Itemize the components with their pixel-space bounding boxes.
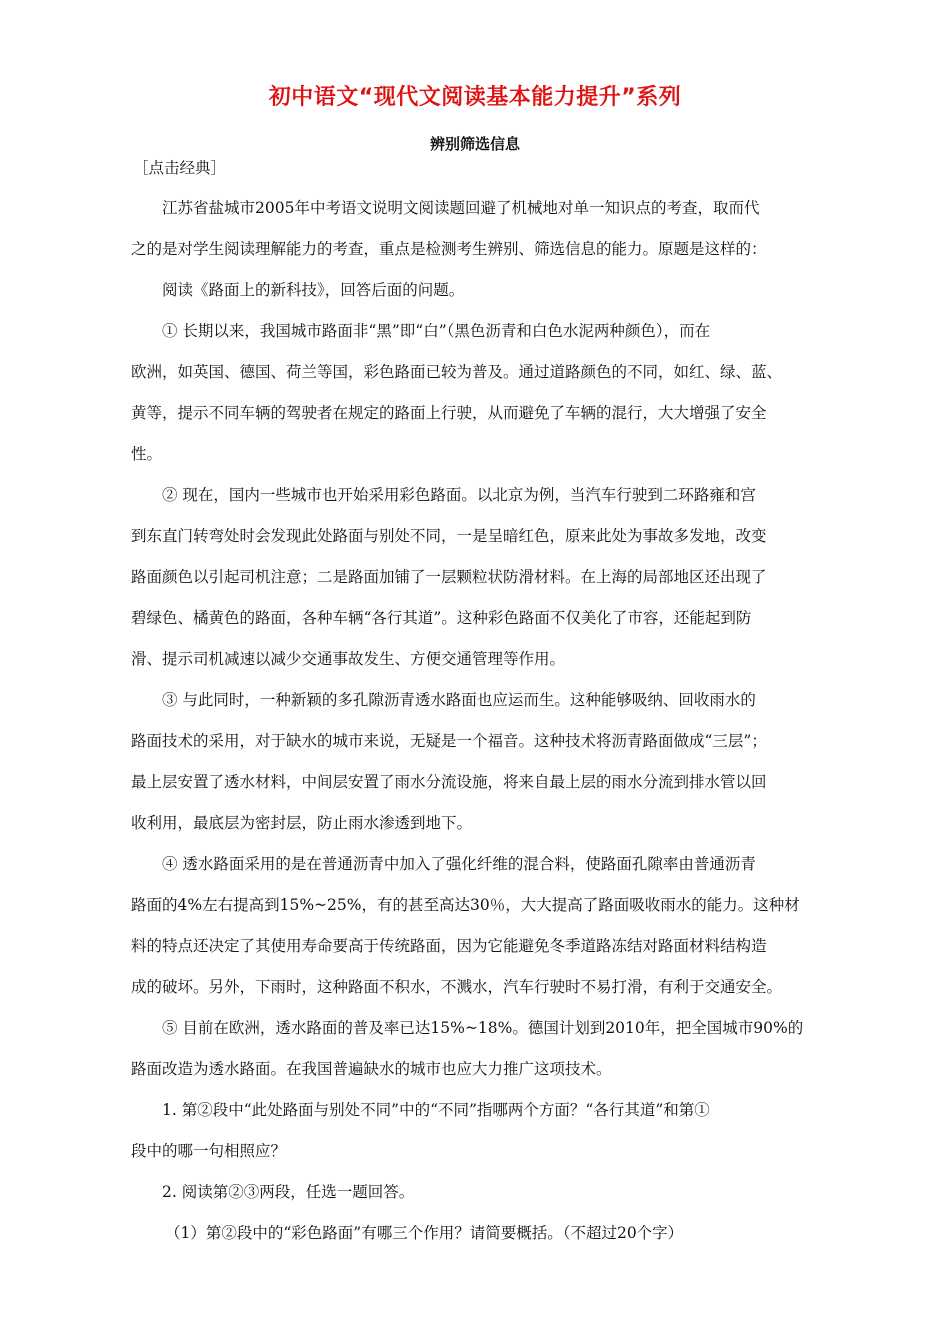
document-title: 初中语文“现代文阅读基本能力提升”系列 [268,85,682,110]
text-line: 江苏省盐城市2005年中考语文说明文阅读题回避了机械地对单一知识点的考查，取而代 [162,199,760,218]
paragraph-5-line: ⑤ 目前在欧洲，透水路面的普及率已达15%~18%。德国计划到2010年，把全国城市90%的 [162,1019,804,1038]
paragraph-5-line: 路面改造为透水路面。在我国普遍缺水的城市也应大力推广这项技术。 [131,1060,612,1079]
paragraph-3-line: 收利用，最底层为密封层，防止雨水渗透到地下。 [131,814,473,833]
paragraph-2-line: ② 现在，国内一些城市也开始采用彩色路面。以北京为例，当汽车行驶到二环路雍和宫 [162,486,756,505]
paragraph-4-line: 路面的4%左右提高到15%~25%，有的甚至高达30％，大大提高了路面吸收雨水的能力。这种材 [131,896,800,915]
question-2-subitem: （1）第②段中的“彩色路面”有哪三个作用？请简要概括。（不超过20个字） [165,1224,684,1243]
question-1-line: 段中的哪一句相照应？ [131,1142,287,1161]
text-line: 阅读《路面上的新科技》，回答后面的问题。 [162,281,465,300]
paragraph-3-line: 路面技术的采用，对于缺水的城市来说，无疑是一个福音。这种技术将沥青路面做成“三层”； [131,732,767,751]
paragraph-2-line: 路面颜色以引起司机注意；二是路面加铺了一层颗粒状防滑材料。在上海的局部地区还出现了 [131,568,767,587]
paragraph-2-line: 碧绿色、橘黄色的路面，各种车辆“各行其道”。这种彩色路面不仅美化了市容，还能起到防 [131,609,752,628]
paragraph-2-line: 滑、提示司机减速以减少交通事故发生、方便交通管理等作用。 [131,650,566,669]
paragraph-4-line: ④ 透水路面采用的是在普通沥青中加入了强化纤维的混合料，使路面孔隙率由普通沥青 [162,855,756,874]
paragraph-1-line: 黄等，提示不同车辆的驾驶者在规定的路面上行驶，从而避免了车辆的混行，大大增强了安全 [131,404,767,423]
paragraph-4-line: 成的破坏。另外，下雨时，这种路面不积水，不溅水，汽车行驶时不易打滑，有利于交通安全。 [131,978,783,997]
paragraph-1-line: 性。 [131,445,163,464]
paragraph-3-line: ③ 与此同时，一种新颖的多孔隙沥青透水路面也应运而生。这种能够吸纳、回收雨水的 [162,691,756,710]
question-1-line: 1. 第②段中“此处路面与别处不同”中的“不同”指哪两个方面？“各行其道”和第① [162,1101,710,1120]
paragraph-1-line: ① 长期以来，我国城市路面非“黑”即“白”（黑色沥青和白色水泥两种颜色），而在 [162,322,711,341]
paragraph-2-line: 到东直门转弯处时会发现此处路面与别处不同，一是呈暗红色，原来此处为事故多发地，改变 [131,527,767,546]
section-tag: ［点击经典］ [133,159,227,177]
paragraph-1-line: 欧洲，如英国、德国、荷兰等国，彩色路面已较为普及。通过道路颜色的不同，如红、绿、蓝、 [131,363,783,382]
document-body [131,188,821,1254]
paragraph-3-line: 最上层安置了透水材料，中间层安置了雨水分流设施，将来自最上层的雨水分流到排水管以回 [131,773,767,792]
text-line: 之的是对学生阅读理解能力的考查，重点是检测考生辨别、筛选信息的能力。原题是这样的： [131,240,767,259]
question-2-line: 2. 阅读第②③两段，任选一题回答。 [162,1183,415,1202]
paragraph-4-line: 料的特点还决定了其使用寿命要高于传统路面，因为它能避免冬季道路冻结对路面材料结构造 [131,937,767,956]
section-subtitle: 辨别筛选信息 [429,135,520,153]
